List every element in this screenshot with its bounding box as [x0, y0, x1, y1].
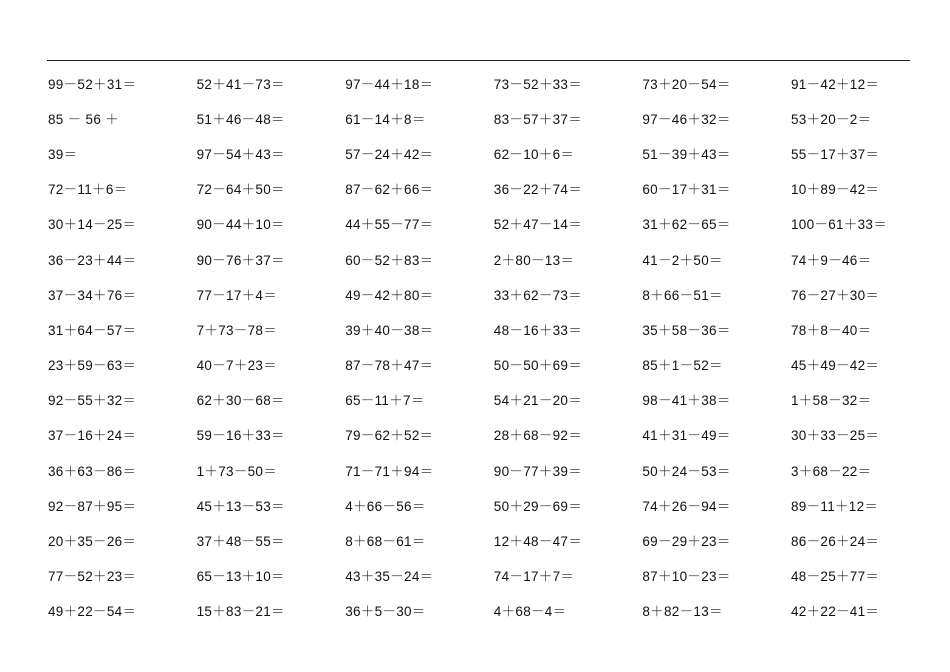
math-problem: 97－46＋32＝ — [642, 111, 731, 127]
math-problem: 62＋30－68＝ — [196, 393, 285, 409]
math-problem: 37－16＋24＝ — [48, 428, 137, 444]
math-problem: 15＋83－21＝ — [196, 604, 285, 620]
problem-row — [48, 241, 938, 276]
math-problem: 65－11＋7＝ — [345, 393, 425, 409]
math-problem: 55－17＋37＝ — [790, 146, 880, 162]
math-problem: 44＋55－77＝ — [345, 217, 434, 233]
math-problem: 97－54＋43＝ — [196, 146, 285, 162]
math-problem: 36＋5－30＝ — [345, 604, 426, 620]
problem-row — [48, 206, 938, 241]
math-problem: 8＋82－13＝ — [642, 604, 723, 620]
math-problem: 36－23＋44＝ — [48, 252, 137, 268]
problem-row — [48, 417, 938, 452]
math-problem: 57－24＋42＝ — [345, 146, 434, 162]
math-problem: 65－13＋10＝ — [196, 569, 285, 585]
math-problem: 51＋46－48＝ — [196, 111, 285, 127]
math-problem: 100－61＋33＝ — [790, 217, 888, 233]
math-problem: 78＋8－40＝ — [790, 322, 872, 338]
math-problem: 48－25＋77＝ — [790, 569, 880, 585]
math-problem: 42＋22－41＝ — [790, 604, 880, 620]
math-problem: 43＋35－24＝ — [345, 569, 434, 585]
math-problem: 60－52＋83＝ — [345, 252, 434, 268]
math-problem: 4＋68－4＝ — [493, 604, 567, 620]
math-problem: 85 － 56 ＋ — [48, 111, 119, 127]
math-problem: 37＋48－55＝ — [196, 534, 285, 550]
math-problem: 3＋68－22＝ — [790, 463, 872, 479]
math-problem: 92－55＋32＝ — [48, 393, 137, 409]
math-problem: 31＋62－65＝ — [642, 217, 731, 233]
math-problem: 85＋1－52＝ — [642, 358, 723, 374]
math-problem: 30＋14－25＝ — [48, 217, 137, 233]
math-problem: 36＋63－86＝ — [48, 463, 137, 479]
problem-grid — [48, 65, 938, 628]
math-problem: 54＋21－20＝ — [493, 393, 583, 409]
math-problem: 8＋68－61＝ — [345, 534, 426, 550]
problem-row — [48, 558, 938, 593]
math-problem: 62－10＋6＝ — [493, 146, 575, 162]
math-problem: 76－27＋30＝ — [790, 287, 880, 303]
math-problem: 40－7＋23＝ — [196, 358, 278, 374]
math-problem: 49＋22－54＝ — [48, 604, 137, 620]
math-problem: 74＋26－94＝ — [642, 498, 731, 514]
problem-row — [48, 171, 938, 206]
problem-row — [48, 382, 938, 417]
problem-row — [48, 276, 938, 311]
math-problem: 7＋73－78＝ — [196, 322, 278, 338]
math-problem: 92－87＋95＝ — [48, 498, 137, 514]
math-problem: 49－42＋80＝ — [345, 287, 434, 303]
math-problem: 74－17＋7＝ — [493, 569, 575, 585]
math-problem: 48－16＋33＝ — [493, 322, 583, 338]
math-problem: 45＋49－42＝ — [790, 358, 880, 374]
header-rule — [47, 60, 910, 61]
math-problem: 73＋20－54＝ — [642, 76, 731, 92]
math-problem: 90－77＋39＝ — [493, 463, 583, 479]
math-problem: 72－64＋50＝ — [196, 182, 285, 198]
math-problem: 59－16＋33＝ — [196, 428, 285, 444]
math-problem: 45＋13－53＝ — [196, 498, 285, 514]
math-problem: 8＋66－51＝ — [642, 287, 723, 303]
math-problem: 83－57＋37＝ — [493, 111, 583, 127]
problem-row — [48, 311, 938, 346]
math-problem: 37－34＋76＝ — [48, 287, 137, 303]
math-problem: 50－50＋69＝ — [493, 358, 583, 374]
math-problem: 99－52＋31＝ — [48, 76, 137, 92]
math-problem: 52＋41－73＝ — [196, 76, 285, 92]
math-problem: 69－29＋23＝ — [642, 534, 731, 550]
math-problem: 2＋80－13＝ — [493, 252, 575, 268]
math-problem: 39＝ — [48, 146, 78, 162]
problem-row — [48, 593, 938, 628]
problem-row — [48, 100, 938, 135]
math-problem: 87＋10－23＝ — [642, 569, 731, 585]
math-problem: 12＋48－47＝ — [493, 534, 583, 550]
math-problem: 61－14＋8＝ — [345, 111, 426, 127]
math-problem: 77－52＋23＝ — [48, 569, 137, 585]
math-problem: 79－62＋52＝ — [345, 428, 434, 444]
math-problem: 73－52＋33＝ — [493, 76, 583, 92]
math-problem: 53＋20－2＝ — [790, 111, 872, 127]
math-problem: 31＋64－57＝ — [48, 322, 137, 338]
math-problem: 89－11＋12＝ — [790, 498, 879, 514]
math-problem: 1＋58－32＝ — [790, 393, 872, 409]
math-problem: 30＋33－25＝ — [790, 428, 880, 444]
problem-row — [48, 135, 938, 170]
math-problem: 10＋89－42＝ — [790, 182, 880, 198]
math-problem: 71－71＋94＝ — [345, 463, 434, 479]
math-problem: 28＋68－92＝ — [493, 428, 583, 444]
math-problem: 77－17＋4＝ — [196, 287, 278, 303]
math-problem: 87－62＋66＝ — [345, 182, 434, 198]
math-problem: 50＋29－69＝ — [493, 498, 583, 514]
math-problem: 86－26＋24＝ — [790, 534, 880, 550]
math-problem: 33＋62－73＝ — [493, 287, 583, 303]
math-problem: 91－42＋12＝ — [790, 76, 880, 92]
problem-row — [48, 452, 938, 487]
math-problem: 51－39＋43＝ — [642, 146, 731, 162]
math-problem: 97－44＋18＝ — [345, 76, 434, 92]
problem-row — [48, 487, 938, 522]
math-problem: 50＋24－53＝ — [642, 463, 731, 479]
math-problem: 23＋59－63＝ — [48, 358, 137, 374]
problem-row — [48, 347, 938, 382]
math-problem: 35＋58－36＝ — [642, 322, 731, 338]
math-problem: 60－17＋31＝ — [642, 182, 731, 198]
math-problem: 41－2＋50＝ — [642, 252, 723, 268]
math-problem: 4＋66－56＝ — [345, 498, 426, 514]
math-problem: 1＋73－50＝ — [196, 463, 278, 479]
math-problem: 72－11＋6＝ — [48, 182, 128, 198]
math-problem: 90－44＋10＝ — [196, 217, 285, 233]
math-problem: 87－78＋47＝ — [345, 358, 434, 374]
math-problem: 41＋31－49＝ — [642, 428, 731, 444]
math-problem: 36－22＋74＝ — [493, 182, 583, 198]
problem-row — [48, 65, 938, 100]
math-problem: 74＋9－46＝ — [790, 252, 872, 268]
problem-row — [48, 522, 938, 557]
math-problem: 39＋40－38＝ — [345, 322, 434, 338]
math-problem: 20＋35－26＝ — [48, 534, 137, 550]
math-problem: 90－76＋37＝ — [196, 252, 285, 268]
math-problem: 98－41＋38＝ — [642, 393, 731, 409]
math-problem: 52＋47－14＝ — [493, 217, 583, 233]
